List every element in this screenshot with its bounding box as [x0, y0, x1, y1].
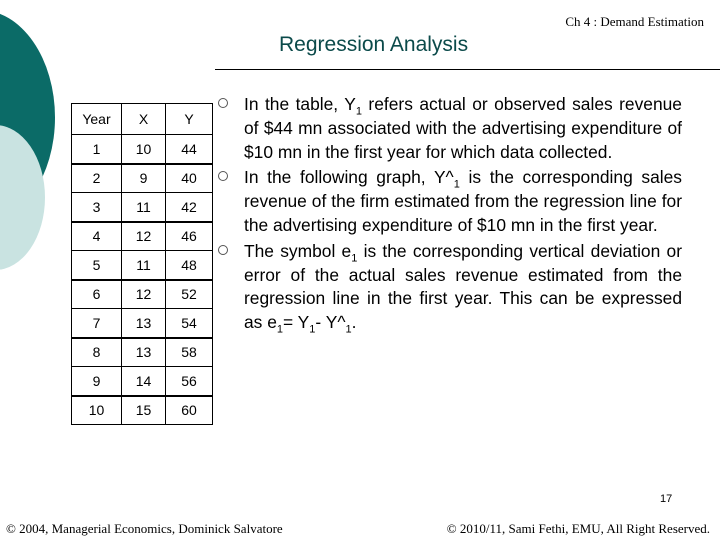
table-row	[72, 280, 213, 309]
table-row	[72, 135, 213, 164]
cell-y: 56	[166, 367, 213, 396]
cell-year: 8	[72, 338, 122, 367]
cell-x: 12	[122, 280, 166, 309]
table-row	[72, 193, 213, 222]
cell-year: 2	[72, 164, 122, 193]
bullet-item	[218, 166, 682, 237]
cell-x: 11	[122, 193, 166, 222]
table-row	[72, 338, 213, 367]
cell-y: 54	[166, 309, 213, 338]
table-row	[72, 164, 213, 193]
table-row	[72, 396, 213, 425]
header-y: Y	[166, 104, 213, 135]
cell-x: 13	[122, 338, 166, 367]
cell-x: 9	[122, 164, 166, 193]
header-year: Year	[72, 104, 122, 135]
cell-y: 42	[166, 193, 213, 222]
table-row	[72, 251, 213, 280]
cell-y: 60	[166, 396, 213, 425]
bullet-text: The symbol $e_1$ is the corresponding vertical deviation or error of the actual sales revenue estimated from the regression line in the first year. This can be expressed as $e_1= Y_1-$ $Y\^{}_1$.	[244, 240, 682, 336]
cell-x: 15	[122, 396, 166, 425]
footer-right-copyright: © 2010/11, Sami Fethi, EMU, All Right Reserved.	[446, 521, 710, 536]
title-divider	[215, 69, 720, 70]
bullet-item	[218, 93, 682, 164]
cell-x: 12	[122, 222, 166, 251]
cell-year: 1	[72, 135, 122, 164]
table-row	[72, 222, 213, 251]
bullet-circle-icon	[218, 98, 228, 108]
cell-y: 58	[166, 338, 213, 367]
cell-year: 4	[72, 222, 122, 251]
page-number: 17	[660, 493, 673, 505]
chapter-label: Ch 4 : Demand Estimation	[565, 14, 704, 29]
bullet-circle-icon	[218, 245, 228, 255]
cell-year: 5	[72, 251, 122, 280]
cell-year: 3	[72, 193, 122, 222]
bullet-text: In the table, $Y_1$ refers actual or observed sales revenue of $44 mn associated with the advertising expenditure of $10 mn in the first year for which data collected.	[244, 94, 682, 162]
table-row	[72, 309, 213, 338]
cell-x: 10	[122, 135, 166, 164]
cell-year: 7	[72, 309, 122, 338]
cell-year: 6	[72, 280, 122, 309]
table-header-row	[72, 104, 213, 135]
footer-left-copyright: © 2004, Managerial Economics, Dominick Salvatore	[6, 521, 283, 536]
slide-title: Regression Analysis	[279, 33, 469, 56]
cell-y: 52	[166, 280, 213, 309]
bullet-list	[218, 93, 682, 337]
cell-x: 11	[122, 251, 166, 280]
bullet-item	[218, 240, 682, 335]
cell-x: 14	[122, 367, 166, 396]
table-row	[72, 367, 213, 396]
header-x: X	[122, 104, 166, 135]
cell-y: 40	[166, 164, 213, 193]
cell-y: 44	[166, 135, 213, 164]
cell-y: 46	[166, 222, 213, 251]
cell-x: 13	[122, 309, 166, 338]
bullet-text: In the following graph, $Y\^{}_1$ is the corresponding sales revenue of the firm estimated from the regression line for the advertising expenditure of $10 mn in the first year.	[244, 167, 682, 235]
bullet-circle-icon	[218, 171, 228, 181]
cell-y: 48	[166, 251, 213, 280]
cell-year: 9	[72, 367, 122, 396]
cell-year: 10	[72, 396, 122, 425]
data-table	[71, 103, 213, 425]
